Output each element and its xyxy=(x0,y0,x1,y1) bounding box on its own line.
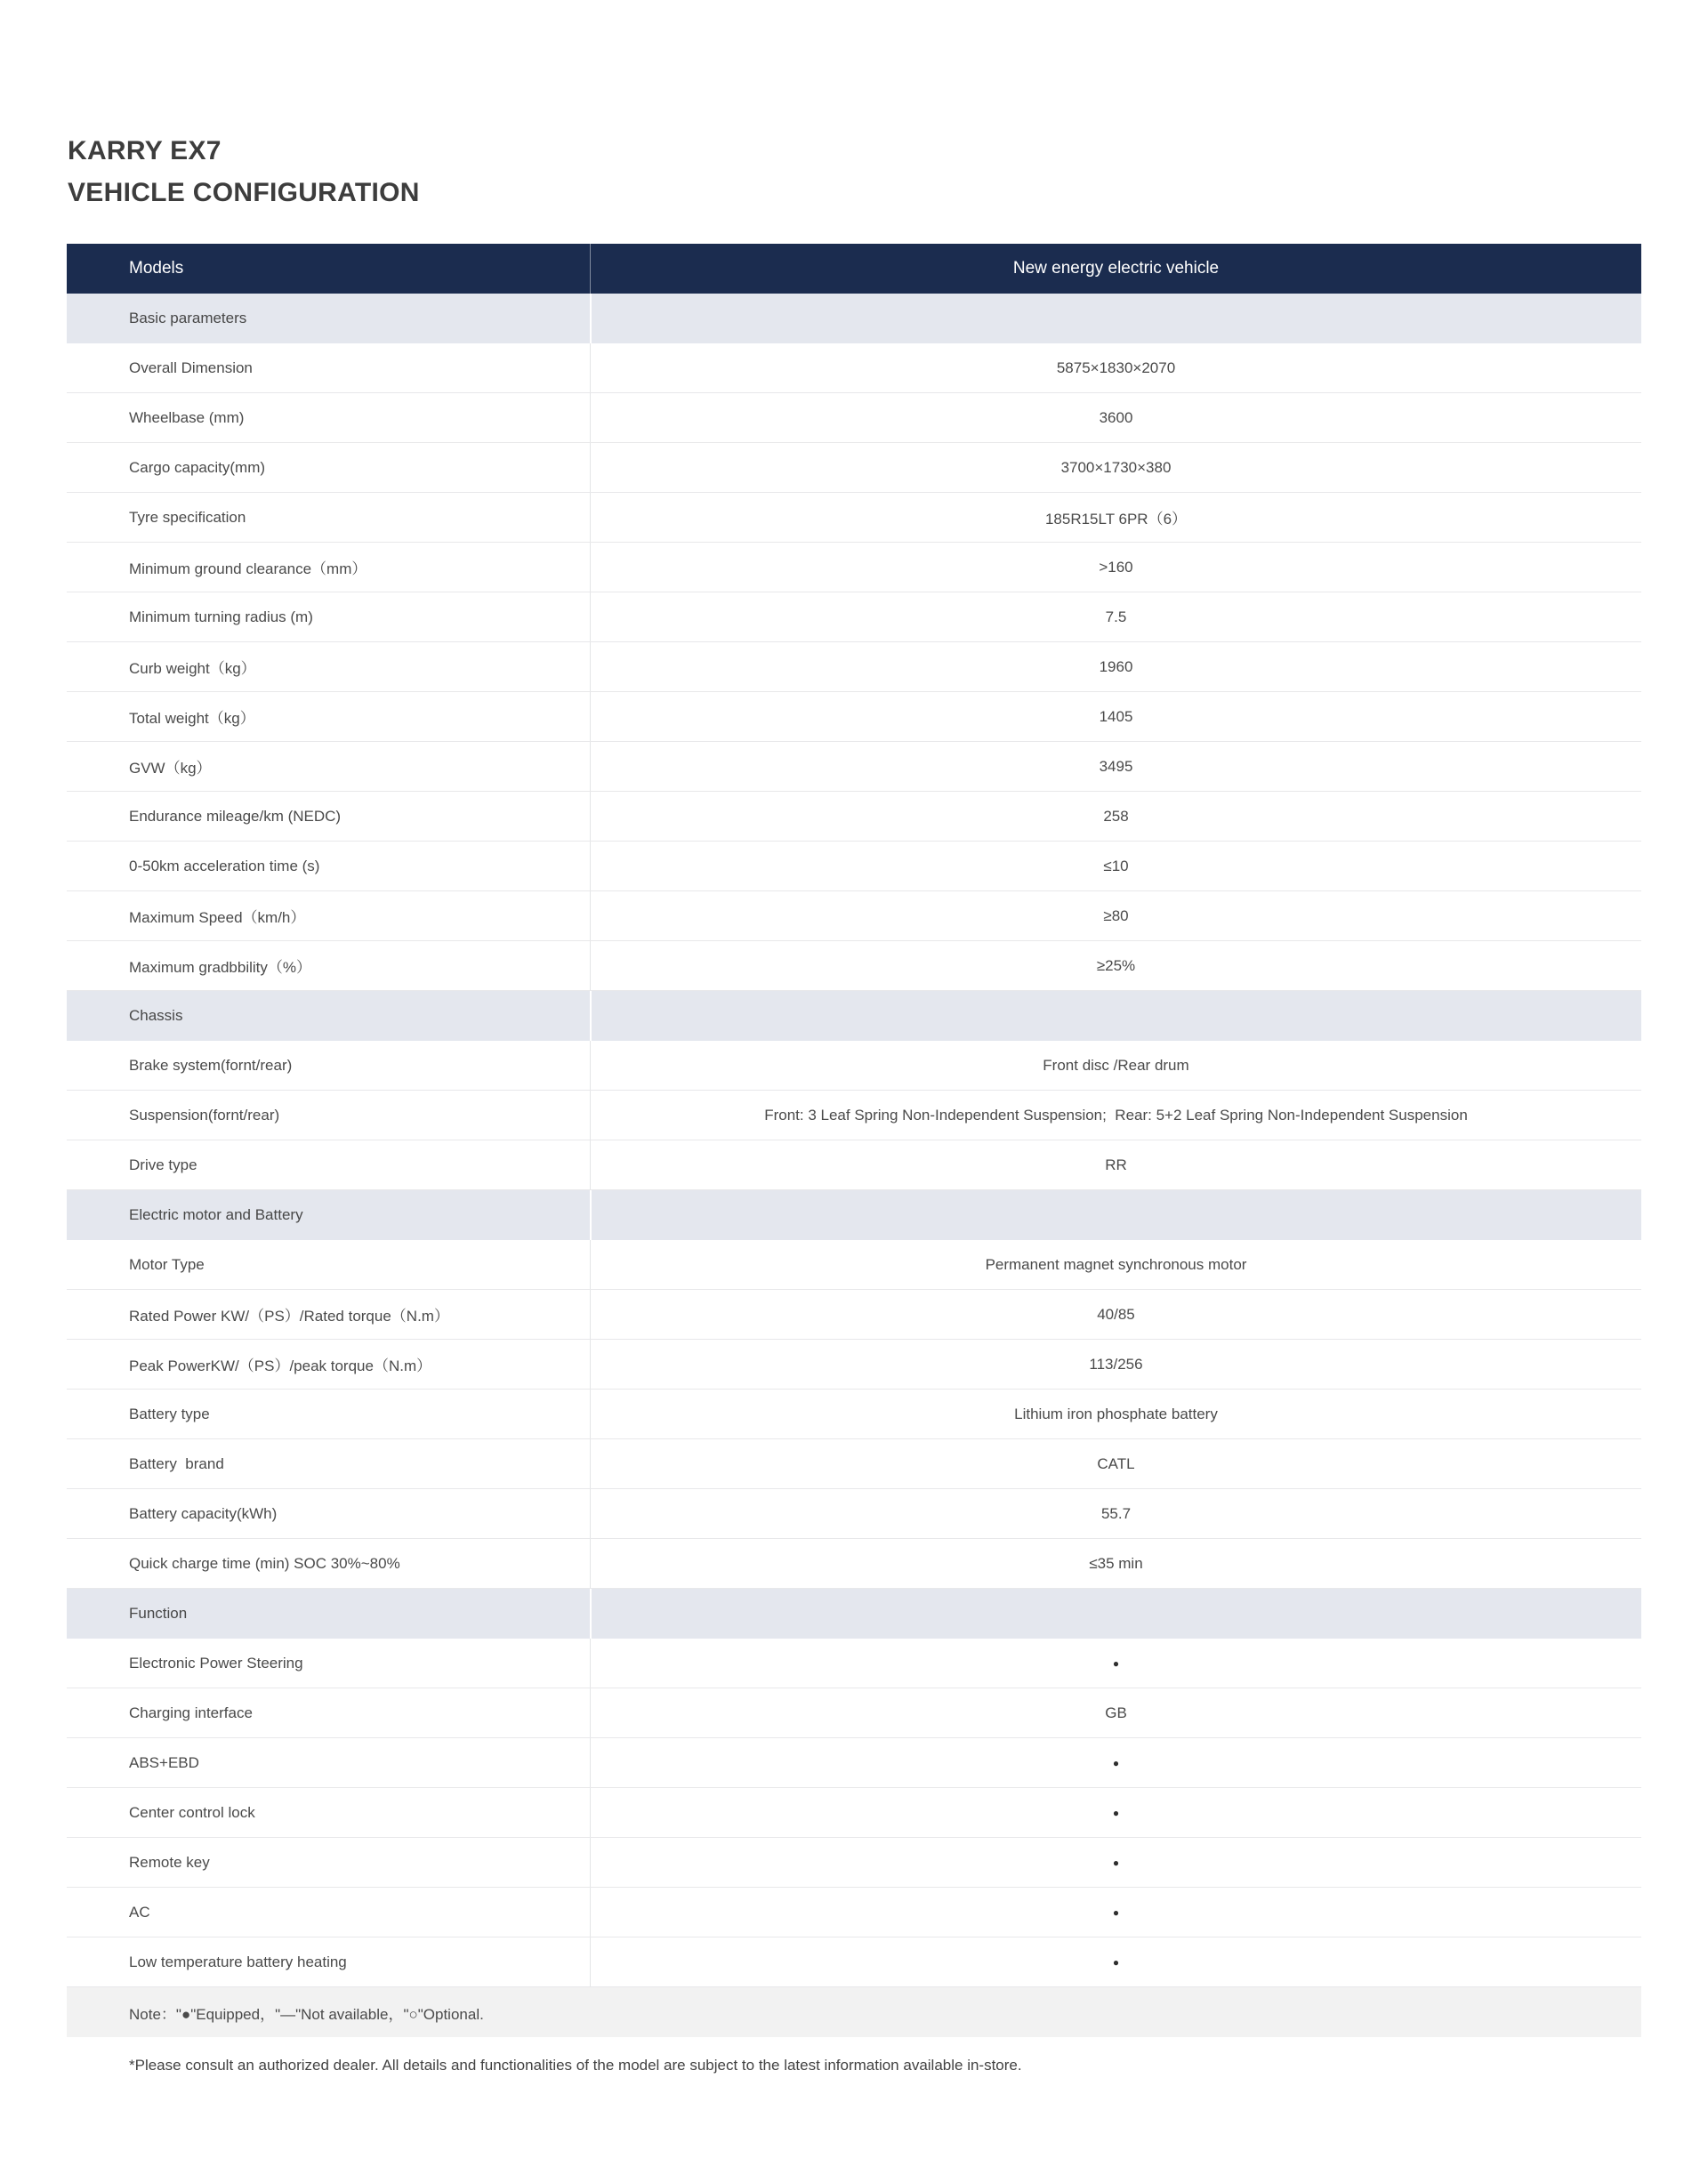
table-row xyxy=(67,1639,1641,1688)
row-value: ≤10 xyxy=(590,842,1641,890)
table-row xyxy=(67,941,1641,991)
table-row xyxy=(67,1041,1641,1091)
section-spacer xyxy=(590,1190,1641,1240)
table-row xyxy=(67,1240,1641,1290)
row-label: Battery type xyxy=(129,1405,210,1422)
row-value: CATL xyxy=(590,1439,1641,1488)
row-value: 3495 xyxy=(590,742,1641,791)
row-label: Maximum Speed（km/h） xyxy=(129,909,306,926)
row-label: Cargo capacity(mm) xyxy=(129,458,266,476)
table-row xyxy=(67,1788,1641,1838)
table-row xyxy=(67,891,1641,941)
section-label: Chassis xyxy=(129,1007,183,1024)
table-row xyxy=(67,343,1641,393)
row-label: Rated Power KW/（PS）/Rated torque（N.m） xyxy=(129,1308,449,1325)
table-row xyxy=(67,592,1641,642)
table-row xyxy=(67,493,1641,543)
row-label: Curb weight（kg） xyxy=(129,660,256,677)
equipped-dot: ● xyxy=(590,1738,1641,1787)
equipped-dot: ● xyxy=(590,1888,1641,1937)
row-value: 7.5 xyxy=(590,592,1641,641)
row-value: Permanent magnet synchronous motor xyxy=(590,1240,1641,1289)
table-row xyxy=(67,1539,1641,1589)
row-label: Electronic Power Steering xyxy=(129,1654,303,1672)
row-label: ABS+EBD xyxy=(129,1753,199,1771)
row-label: Center control lock xyxy=(129,1803,255,1821)
table-row xyxy=(67,1838,1641,1888)
row-label: GVW（kg） xyxy=(129,760,212,777)
table-row xyxy=(67,1489,1641,1539)
table-row xyxy=(67,1290,1641,1340)
row-label: Low temperature battery heating xyxy=(129,1953,347,1970)
row-label: Motor Type xyxy=(129,1255,205,1273)
equipped-dot: ● xyxy=(590,1639,1641,1688)
row-label: Maximum gradbbility（%） xyxy=(129,959,311,976)
section-spacer xyxy=(590,294,1641,343)
row-value: Front disc /Rear drum xyxy=(590,1041,1641,1090)
row-value: 185R15LT 6PR（6） xyxy=(590,493,1641,542)
row-label: Charging interface xyxy=(129,1704,253,1721)
row-label: Drive type xyxy=(129,1156,197,1173)
table-row xyxy=(67,1937,1641,1987)
table-row xyxy=(67,642,1641,692)
row-value: >160 xyxy=(590,543,1641,592)
row-label: Brake system(fornt/rear) xyxy=(129,1056,293,1074)
row-label: Tyre specification xyxy=(129,508,246,526)
row-value: 1960 xyxy=(590,642,1641,691)
row-label: Minimum turning radius (m) xyxy=(129,608,313,625)
row-value: 1405 xyxy=(590,692,1641,741)
models-header-cell: Models xyxy=(129,259,184,278)
row-label: Overall Dimension xyxy=(129,358,253,376)
equipped-dot: ● xyxy=(590,1838,1641,1887)
row-label: Suspension(fornt/rear) xyxy=(129,1106,280,1124)
row-value: ≤35 min xyxy=(590,1539,1641,1588)
section-row-electric-motor-battery xyxy=(67,1190,1641,1240)
row-label: Remote key xyxy=(129,1853,210,1871)
table-header-row xyxy=(67,244,1641,294)
table-row xyxy=(67,1091,1641,1140)
page-title-model: KARRY EX7 xyxy=(68,136,222,165)
row-label: Minimum ground clearance（mm） xyxy=(129,560,367,577)
table-row xyxy=(67,842,1641,891)
vehicle-configuration-table xyxy=(67,244,1641,2037)
row-value: RR xyxy=(590,1140,1641,1189)
disclaimer-text: *Please consult an authorized dealer. All details and functionalities of the model are subject to the latest information available in-store. xyxy=(129,2057,1022,2074)
table-row xyxy=(67,1439,1641,1489)
row-label: Battery brand xyxy=(129,1454,224,1472)
section-label: Function xyxy=(129,1605,188,1622)
row-value: 113/256 xyxy=(590,1340,1641,1389)
row-label: Battery capacity(kWh) xyxy=(129,1504,278,1522)
row-value: Lithium iron phosphate battery xyxy=(590,1390,1641,1438)
row-label: Endurance mileage/km (NEDC) xyxy=(129,807,342,825)
row-label: Quick charge time (min) SOC 30%~80% xyxy=(129,1554,400,1572)
section-spacer xyxy=(590,991,1641,1041)
row-label: 0-50km acceleration time (s) xyxy=(129,857,320,874)
table-row xyxy=(67,692,1641,742)
section-label: Basic parameters xyxy=(129,310,247,326)
section-spacer xyxy=(590,1589,1641,1639)
row-value: 55.7 xyxy=(590,1489,1641,1538)
row-value: Front: 3 Leaf Spring Non-Independent Suspension; Rear: 5+2 Leaf Spring Non-Independent Suspension xyxy=(590,1091,1641,1140)
equipped-dot: ● xyxy=(590,1937,1641,1986)
page-title xyxy=(67,0,1641,213)
table-row xyxy=(67,393,1641,443)
table-row xyxy=(67,543,1641,592)
table-row xyxy=(67,1340,1641,1390)
section-label: Electric motor and Battery xyxy=(129,1206,303,1223)
row-label: Total weight（kg） xyxy=(129,710,255,727)
table-row xyxy=(67,443,1641,493)
page-title-subtitle: VEHICLE CONFIGURATION xyxy=(68,178,420,207)
table-row xyxy=(67,1688,1641,1738)
row-label: Peak PowerKW/（PS）/peak torque（N.m） xyxy=(129,1357,432,1374)
row-value: ≥25% xyxy=(590,941,1641,990)
row-value: 3600 xyxy=(590,393,1641,442)
table-row xyxy=(67,1888,1641,1937)
row-value: 258 xyxy=(590,792,1641,841)
section-row-function xyxy=(67,1589,1641,1639)
row-value: 40/85 xyxy=(590,1290,1641,1339)
row-value: 3700×1730×380 xyxy=(590,443,1641,492)
section-row-basic-parameters xyxy=(67,294,1641,343)
table-row xyxy=(67,1140,1641,1190)
model-name-header-cell: New energy electric vehicle xyxy=(590,244,1641,294)
table-row xyxy=(67,1738,1641,1788)
table-row xyxy=(67,742,1641,792)
row-value: 5875×1830×2070 xyxy=(590,343,1641,392)
section-row-chassis xyxy=(67,991,1641,1041)
table-row xyxy=(67,1390,1641,1439)
note-row xyxy=(67,1987,1641,2037)
row-label: AC xyxy=(129,1903,150,1921)
row-value: GB xyxy=(590,1688,1641,1737)
equipped-dot: ● xyxy=(590,1788,1641,1837)
note-text: Note："●"Equipped，"—"Not available，"○"Optional. xyxy=(129,2005,484,2023)
row-label: Wheelbase (mm) xyxy=(129,408,245,426)
table-row xyxy=(67,792,1641,842)
row-value: ≥80 xyxy=(590,891,1641,940)
